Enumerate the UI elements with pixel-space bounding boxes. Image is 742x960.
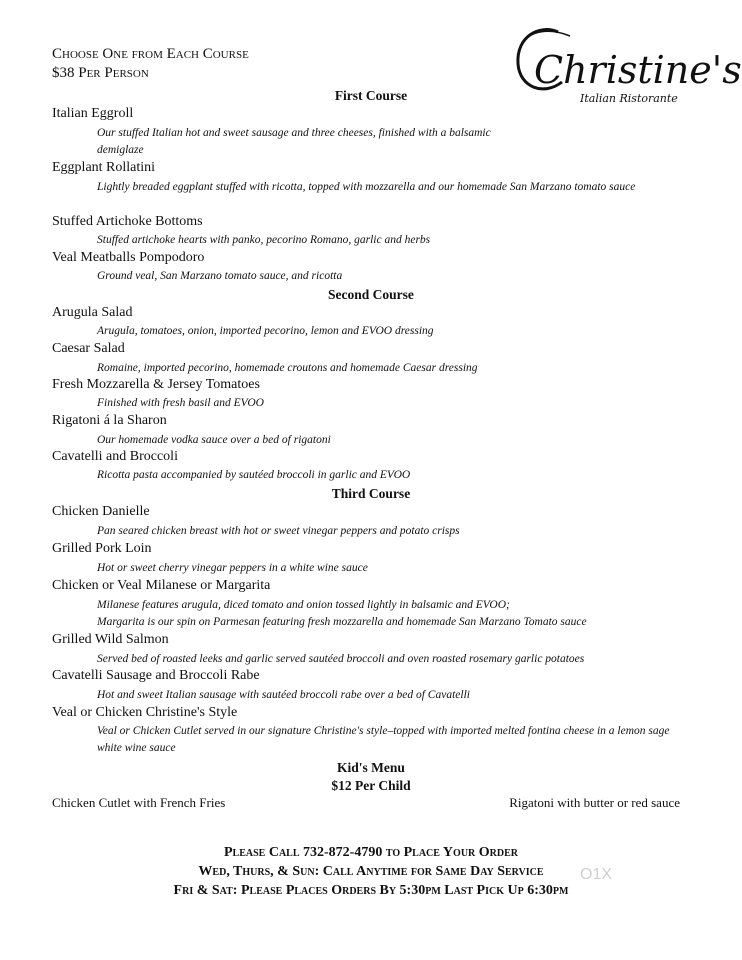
kids-menu-price: $12 Per Child [331, 778, 411, 793]
watermark: O1X [580, 866, 613, 883]
same-day-service-line: Wed, Thurs, & Sun: Call Anytime for Same Day Service [198, 864, 544, 879]
order-deadline-line: Fri & Sat: Please Places Orders By 5:30pm Last Pick Up 6:30pm [173, 883, 569, 898]
menu-item-description: Finished with fresh basil and EVOO [97, 397, 264, 409]
menu-heading: Choose One from Each Course [52, 46, 249, 62]
menu-item: Caesar Salad [52, 341, 125, 356]
menu-item: Italian Eggroll [52, 106, 134, 121]
logo-subtitle: Italian Ristorante [580, 92, 678, 105]
menu-item: Grilled Wild Salmon [52, 632, 169, 647]
menu-item: Arugula Salad [52, 305, 133, 320]
menu-item-description: Veal or Chicken Cutlet served in our signature Christine's style–topped with imported melted fontina cheese in a lemon sage white wine sauce [97, 725, 670, 754]
menu-item: Stuffed Artichoke Bottoms [52, 214, 203, 229]
menu-item-description: Served bed of roasted leeks and garlic served sautéed broccoli and oven roasted rosemary garlic potatoes [97, 653, 585, 665]
menu-item: Chicken Danielle [52, 504, 150, 519]
menu-item: Grilled Pork Loin [52, 541, 152, 556]
menu-item-description: Ricotta pasta accompanied by sautéed broccoli in garlic and EVOO [97, 469, 411, 481]
kids-menu-title: Kid's Menu [337, 760, 405, 775]
menu-item-description: Arugula, tomatoes, onion, imported pecorino, lemon and EVOO dressing [97, 325, 434, 337]
kids-item-right: Rigatoni with butter or red sauce [509, 795, 680, 810]
menu-item-description: Milanese features arugula, diced tomato and onion tossed lightly in balsamic and EVOO; [97, 599, 510, 611]
menu-item: Rigatoni á la Sharon [52, 413, 167, 428]
menu-item: Veal Meatballs Pompodoro [52, 250, 205, 265]
menu-item-description: Our stuffed Italian hot and sweet sausage and three cheeses, finished with a balsamic demiglaze [97, 127, 491, 156]
menu-item-description: Lightly breaded eggplant stuffed with ricotta, topped with mozzarella and our homemade San Marzano tomato sauce [97, 181, 636, 193]
course-title-third: Third Course [331, 486, 411, 501]
menu-item-description: Margarita is our spin on Parmesan featuring fresh mozzarella and homemade San Marzano Tomato sauce [97, 616, 587, 628]
menu-item: Fresh Mozzarella & Jersey Tomatoes [52, 377, 260, 392]
logo-name: Christine's [534, 48, 742, 92]
menu-item-description: Our homemade vodka sauce over a bed of rigatoni [97, 434, 331, 446]
menu-item-description: Pan seared chicken breast with hot or sweet vinegar peppers and potato crisps [97, 525, 460, 537]
course-title-first: First Course [334, 88, 408, 103]
course-title-second: Second Course [328, 287, 414, 302]
menu-item: Veal or Chicken Christine's Style [52, 705, 238, 720]
menu-item-description: Hot or sweet cherry vinegar peppers in a white wine sauce [97, 562, 368, 574]
order-phone-line: Please Call 732-872-4790 to Place Your Order [224, 845, 518, 860]
menu-item-description: Stuffed artichoke hearts with panko, pecorino Romano, garlic and herbs [97, 234, 431, 246]
menu-item: Cavatelli and Broccoli [52, 449, 178, 464]
menu-item: Chicken or Veal Milanese or Margarita [52, 578, 271, 593]
price-per-person: $38 Per Person [52, 65, 149, 81]
menu-item-description: Romaine, imported pecorino, homemade croutons and homemade Caesar dressing [97, 362, 478, 374]
menu-item-description: Ground veal, San Marzano tomato sauce, and ricotta [97, 270, 343, 282]
menu-item-description: Hot and sweet Italian sausage with sautéed broccoli rabe over a bed of Cavatelli [97, 689, 470, 701]
menu-item: Eggplant Rollatini [52, 160, 156, 175]
kids-item-left: Chicken Cutlet with French Fries [52, 795, 226, 810]
menu-item: Cavatelli Sausage and Broccoli Rabe [52, 668, 260, 683]
